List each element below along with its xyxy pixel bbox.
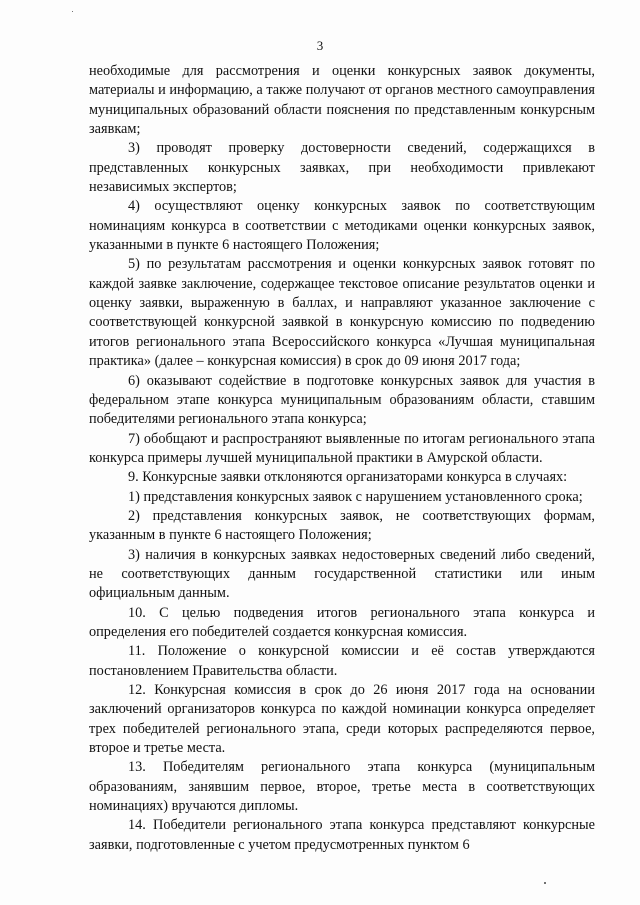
- section-9-item-2: 2) представления конкурсных заявок, не соответствующих формам, указанным в пункте 6 настоящего Положения;: [89, 507, 595, 544]
- document-body: [89, 62, 595, 855]
- page-number: 3: [316, 38, 324, 53]
- section-9-item-3: 3) наличия в конкурсных заявках недостоверных сведений либо сведений, не соответствующих данным государственной статистики или иным официальным данным.: [89, 546, 595, 602]
- scan-speck: [544, 882, 546, 884]
- paragraph-continuation: необходимые для рассмотрения и оценки конкурсных заявок документы, материалы и информацию, а также получают от органов местного самоуправления муниципальных образований области пояснения по представленным конкурсным заявкам;: [89, 63, 595, 138]
- list-item-5: 5) по результатам рассмотрения и оценки конкурсных заявок готовят по каждой заявке заключение, содержащее текстовое описание результатов оценки и оценку заявки, выраженную в баллах, и направляют указанное заключение с соответствующей конкурсной заявкой в конкурсную комиссию по подведению итогов регионального этапа Всероссийского конкурса «Лучшая муниципальная практика» (далее – конкурсная комиссия) в срок до 09 июня 2017 года;: [89, 256, 595, 370]
- list-item-6: 6) оказывают содействие в подготовке конкурсных заявок для участия в федеральном этапе конкурса муниципальным образованиям области, ставшим победителями регионального этапа конкурса;: [89, 372, 595, 428]
- section-9: 9. Конкурсные заявки отклоняются организаторами конкурса в случаях:: [128, 469, 568, 486]
- list-item-7: 7) обобщают и распространяют выявленные по итогам регионального этапа конкурса примеры лучшей муниципальной практики в Амурской области.: [89, 430, 595, 466]
- section-13: 13. Победителям регионального этапа конкурса (муниципальным образованиям, занявшим первое, второе, третье места в соответствующих номинациях) вручаются дипломы.: [89, 759, 595, 815]
- section-9-item-1: 1) представления конкурсных заявок с нарушением установленного срока;: [128, 488, 583, 505]
- list-item-3: 3) проводят проверку достоверности сведений, содержащихся в представленных конкурсных заявках, при необходимости привлекают независимых экспертов;: [89, 140, 595, 196]
- list-item-4: 4) осуществляют оценку конкурсных заявок по соответствующим номинациям конкурса в соответствии с методиками оценки конкурсных заявок, указанными в пункте 6 настоящего Положения;: [89, 198, 595, 254]
- section-11: 11. Положение о конкурсной комиссии и её состав утверждаются постановлением Правительства области.: [89, 643, 595, 679]
- scan-speck: [72, 11, 73, 12]
- section-12: 12. Конкурсная комиссия в срок до 26 июня 2017 года на основании заключений организаторов конкурса по каждой номинации конкурса определяет трех победителей регионального этапа, среди которых распределяются первое, второе и третье места.: [89, 682, 595, 757]
- section-14: 14. Победители регионального этапа конкурса представляют конкурсные заявки, подготовленные с учетом предусмотренных пунктом 6: [89, 817, 595, 853]
- section-10: 10. С целью подведения итогов регионального этапа конкурса и определения его победителей создается конкурсная комиссия.: [89, 604, 595, 640]
